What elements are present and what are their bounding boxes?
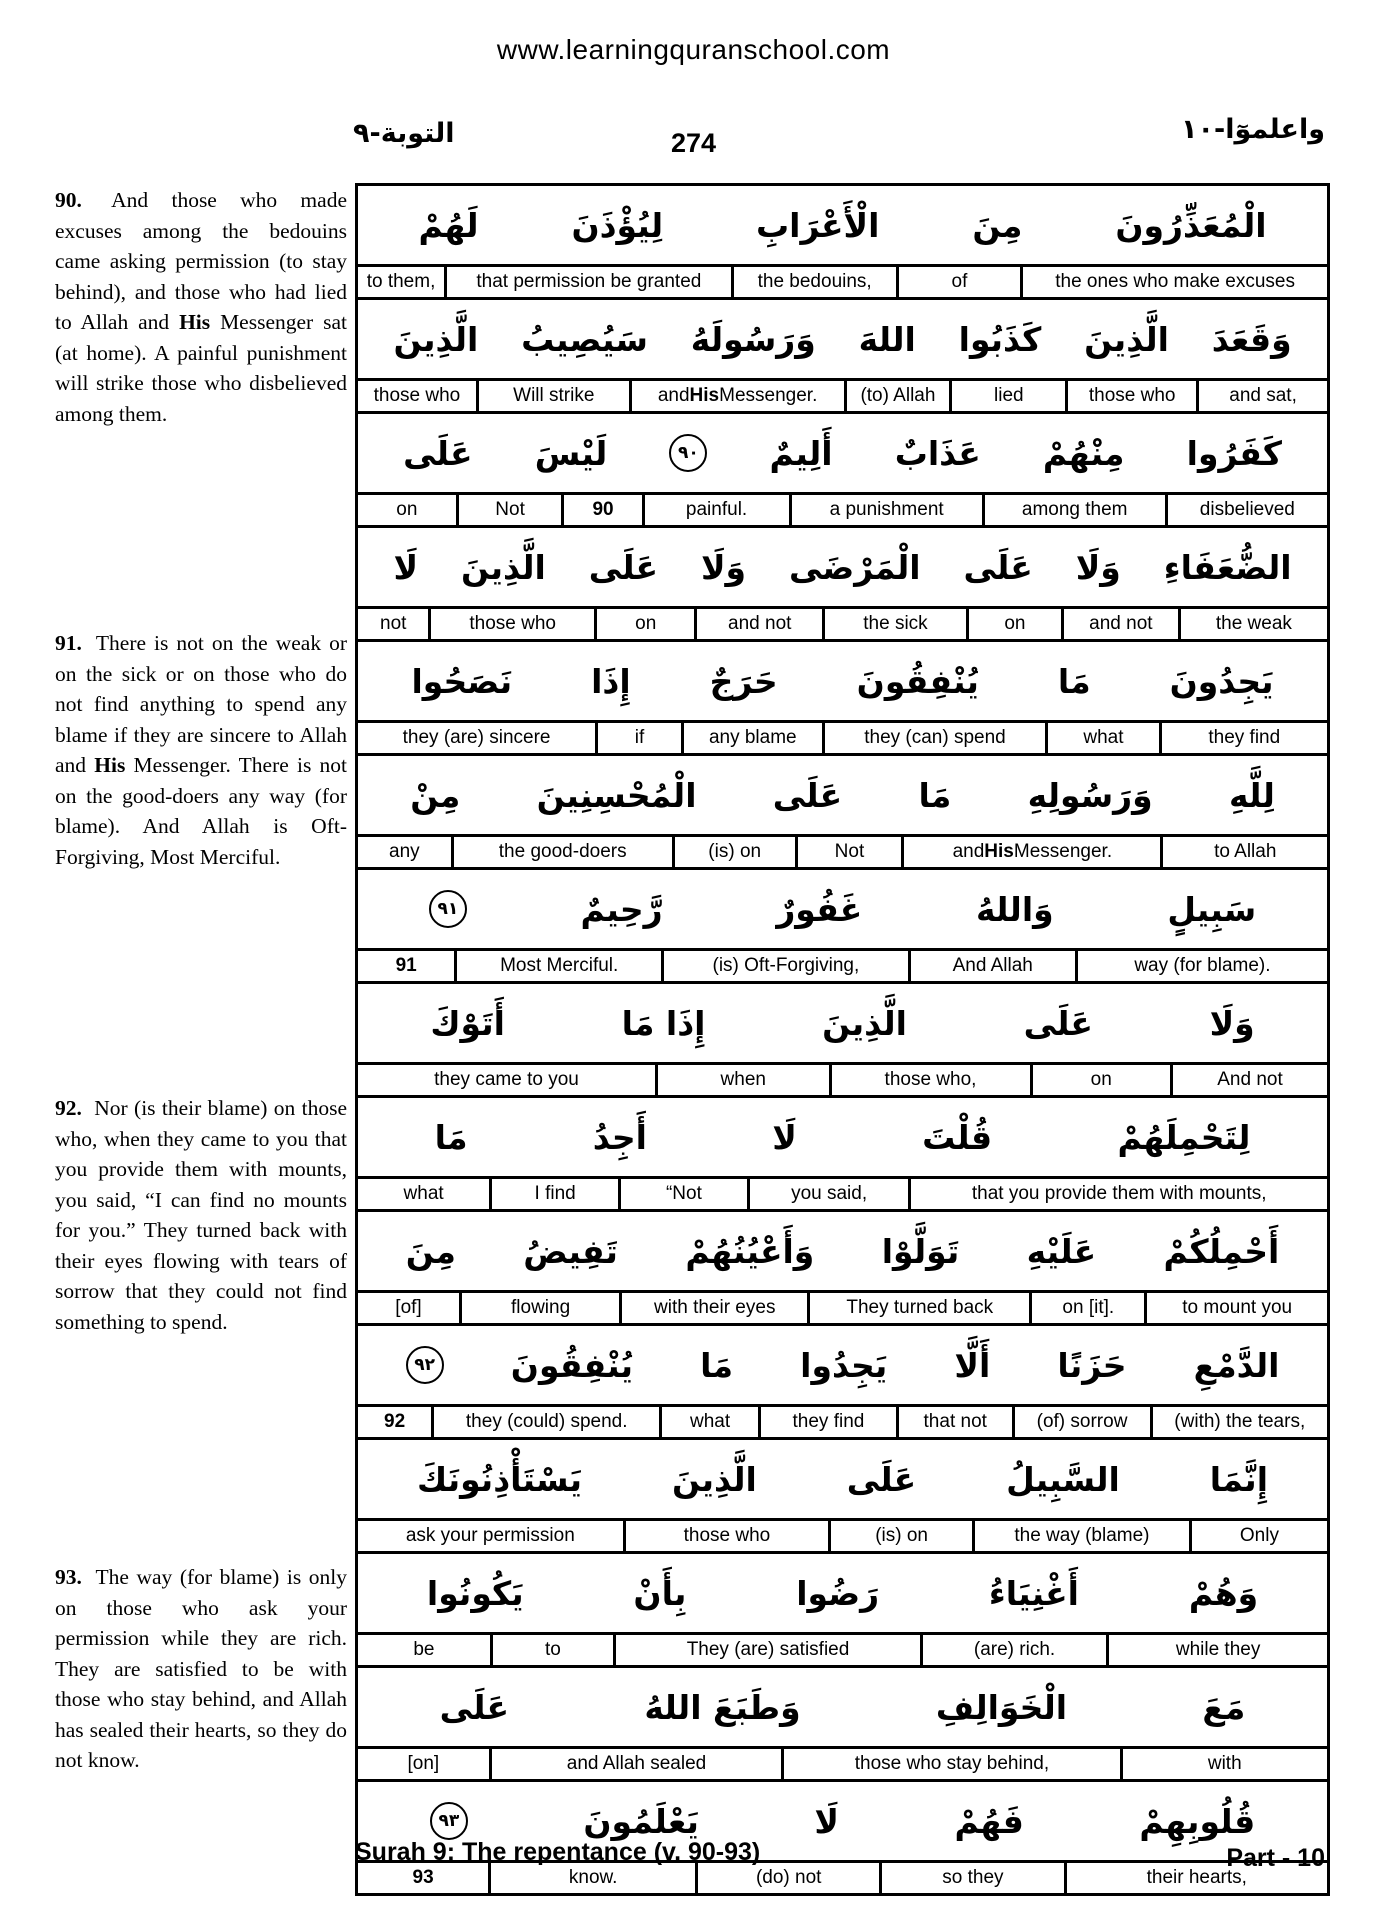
verse-number-cell: 92 [358, 1407, 434, 1437]
arabic-word: إِذَا مَا [621, 1003, 706, 1043]
verse-end-marker: ٩٠ [669, 434, 707, 472]
word-row-6 [358, 756, 1327, 870]
translation-line [358, 1062, 1327, 1098]
arabic-word: مَعَ [1202, 1687, 1246, 1727]
arabic-word: الَّذِينَ [1084, 319, 1169, 359]
word-row-14 [358, 1668, 1327, 1782]
translation-cell: flowing [462, 1293, 622, 1323]
arabic-word: تَوَلَّوْا [881, 1231, 960, 1271]
arabic-word: فَهُمْ [954, 1801, 1024, 1841]
translation-cell: and not [697, 609, 825, 639]
translation-cell: (are) rich. [923, 1635, 1109, 1665]
translation-cell: [on] [358, 1749, 492, 1779]
arabic-word: أَجِدُ [592, 1117, 647, 1157]
translation-cell: on [358, 495, 459, 525]
arabic-word: عَلَى [846, 1459, 917, 1499]
surah-footer-title: Surah 9: The repentance (v. 90-93) [355, 1838, 761, 1866]
translation-cell: any blame [684, 723, 825, 753]
translation-line [358, 948, 1327, 984]
translation-line [358, 606, 1327, 642]
arabic-word: مِنْهُمْ [1042, 433, 1125, 473]
arabic-word: الضُّعَفَاءِ [1163, 547, 1292, 587]
arabic-line [358, 984, 1327, 1062]
arabic-word: الَّذِينَ [822, 1003, 907, 1043]
translation-cell: those who [626, 1521, 832, 1551]
translation-cell: they (can) spend [825, 723, 1049, 753]
translation-cell: (is) on [675, 837, 798, 867]
translation-cell: Will strike [479, 381, 632, 411]
word-row-13 [358, 1554, 1327, 1668]
translation-cell: any [358, 837, 454, 867]
translation-cell: on [1033, 1065, 1174, 1095]
arabic-word: وَلَا [1209, 1003, 1255, 1043]
arabic-word: وَرَسُولَهُ [690, 319, 816, 359]
arabic-word: أَحْمِلُكُمْ [1163, 1231, 1280, 1271]
translation-cell: those who [1068, 381, 1199, 411]
translation-line [358, 1746, 1327, 1782]
arabic-word: بِأَنْ [633, 1573, 687, 1613]
translation-cell: They (are) satisfied [616, 1635, 923, 1665]
word-row-8 [358, 984, 1327, 1098]
arabic-word: سَيُصِيبُ [521, 319, 648, 359]
arabic-word: يُنْفِقُونَ [856, 661, 979, 701]
arabic-word: وَاللهُ [975, 889, 1054, 929]
translation-cell: to them, [358, 267, 447, 297]
arabic-word: لَا [772, 1117, 797, 1157]
translation-cell: And Allah [911, 951, 1078, 981]
arabic-word: الْمُعَذِّرُونَ [1115, 205, 1267, 245]
translation-cell: of [899, 267, 1024, 297]
translation-cell: know. [491, 1863, 698, 1893]
word-row-9 [358, 1098, 1327, 1212]
arabic-word: يَعْلَمُونَ [583, 1801, 699, 1841]
translation-cell: what [662, 1407, 761, 1437]
translation-cell: (do) not [698, 1863, 882, 1893]
translation-cell: those who [358, 381, 479, 411]
arabic-word: الَّذِينَ [393, 319, 479, 359]
translation-cell: to mount you [1182, 1297, 1293, 1318]
translation-cell: with [1207, 1753, 1242, 1774]
translation-line [358, 834, 1327, 870]
arabic-line [358, 870, 1327, 948]
translation-cell: Not [459, 495, 565, 525]
arabic-word: عَلَيْهِ [1026, 1231, 1097, 1271]
word-row-11 [358, 1326, 1327, 1440]
arabic-word: وَلَا [700, 547, 747, 587]
arabic-word: أَغْنِيَاءُ [988, 1573, 1079, 1613]
arabic-word: الْخَوَالِفِ [935, 1687, 1068, 1727]
arabic-word: الدَّمْعِ [1193, 1345, 1280, 1385]
arabic-word: وَلَا [1075, 547, 1121, 587]
arabic-word: سَبِيلٍ [1167, 889, 1257, 929]
word-row-1 [358, 186, 1327, 300]
arabic-word: مِنَ [405, 1231, 456, 1271]
arabic-line [358, 642, 1327, 720]
verse-end-marker: ٩٣ [430, 1802, 468, 1840]
arabic-word: الَّذِينَ [460, 547, 546, 587]
translation-cell: Only [1239, 1525, 1279, 1546]
translation-cell: what [358, 1179, 492, 1209]
arabic-word: الْأَعْرَابِ [756, 205, 880, 245]
arabic-word: السَّبِيلُ [1006, 1459, 1120, 1499]
arabic-word: كَذَبُوا [958, 319, 1042, 359]
translation-line [358, 1176, 1327, 1212]
translation-cell: to Allah [1214, 841, 1277, 862]
arabic-line [358, 414, 1327, 492]
translation-cell: be [358, 1635, 493, 1665]
arabic-word: رَضُوا [796, 1573, 880, 1613]
arabic-word: نَصَحُوا [411, 661, 513, 701]
translation-cell: and His Messenger. [632, 381, 847, 411]
translation-line [358, 264, 1327, 300]
translation-cell: that you provide them with mounts, [971, 1183, 1267, 1204]
arabic-word: مَا [918, 775, 952, 815]
translation-cell: when [658, 1065, 832, 1095]
verse-number-cell: 91 [358, 951, 457, 981]
arabic-word: عَلَى [963, 547, 1033, 587]
word-row-5 [358, 642, 1327, 756]
arabic-word: لَيْسَ [534, 433, 608, 473]
verse-translation-92: 92. Nor (is their blame) on those who, when they came to you that you provide them with mounts, you said, “I can find no mounts for you.” They turned back with their eyes flowing with tears of sorrow that they could not find something to spend. [55, 1096, 347, 1334]
translation-cell: way (for blame). [1134, 955, 1271, 976]
translation-cell: the ones who make excuses [1055, 271, 1295, 292]
translation-cell: (is) on [831, 1521, 975, 1551]
translation-cell: they came to you [358, 1065, 658, 1095]
arabic-word: لِيُؤْذَنَ [571, 205, 664, 245]
translation-cell: And not [1217, 1069, 1283, 1090]
translation-cell: and His Messenger. [904, 837, 1163, 867]
translation-cell: (with) the tears, [1174, 1411, 1306, 1432]
arabic-word: لِتَحْمِلَهُمْ [1117, 1117, 1251, 1157]
translation-cell: the good-doers [454, 837, 675, 867]
translation-cell: the sick [825, 609, 969, 639]
word-row-12 [358, 1440, 1327, 1554]
arabic-word: عَلَى [439, 1687, 510, 1727]
translation-cell: they (could) spend. [434, 1407, 662, 1437]
arabic-word: لِلَّهِ [1228, 775, 1275, 815]
arabic-word: يَجِدُونَ [1169, 661, 1274, 701]
arabic-word: يَكُونُوا [426, 1573, 524, 1613]
arabic-word: وَأَعْيُنُهُمْ [685, 1231, 815, 1271]
verse-number-cell: 90 [564, 495, 644, 525]
translation-cell: they find [761, 1407, 899, 1437]
arabic-word: يَسْتَأْذِنُونَكَ [417, 1459, 582, 1499]
translation-line [358, 1290, 1327, 1326]
arabic-word: الْمَرْضَى [788, 547, 921, 587]
translation-cell: those who stay behind, [784, 1749, 1122, 1779]
arabic-word: وَرَسُولِهِ [1027, 775, 1153, 815]
surah-name-arabic: التوبة-٩ [353, 118, 455, 149]
translation-line [358, 1518, 1327, 1554]
arabic-word: غَفُورٌ [776, 889, 863, 929]
arabic-word: أَلِيمٌ [769, 433, 833, 473]
word-row-3 [358, 414, 1327, 528]
translation-cell: and sat, [1229, 385, 1297, 406]
translation-cell: among them [985, 495, 1168, 525]
arabic-line [358, 528, 1327, 606]
translation-cell: a punishment [792, 495, 985, 525]
arabic-word: إِنَّمَا [1209, 1459, 1269, 1499]
word-row-2 [358, 300, 1327, 414]
arabic-line [358, 1668, 1327, 1746]
translation-cell: (to) Allah [847, 381, 953, 411]
translation-cell: the weak [1215, 613, 1292, 634]
translation-line [358, 1404, 1327, 1440]
arabic-word: تَفِيضُ [523, 1231, 618, 1271]
translation-cell: not [358, 609, 431, 639]
word-row-4 [358, 528, 1327, 642]
arabic-word: عَذَابٌ [894, 433, 981, 473]
arabic-word: وَطَبَعَ اللهُ [644, 1687, 801, 1727]
translation-cell: on [969, 609, 1064, 639]
arabic-word: عَلَى [403, 433, 473, 473]
verse-end-marker: ٩٢ [406, 1346, 444, 1384]
translation-cell: that permission be granted [447, 267, 734, 297]
arabic-word: مَا [434, 1117, 468, 1157]
arabic-line [358, 1098, 1327, 1176]
verse-end-marker: ٩١ [429, 890, 467, 928]
translation-cell: what [1048, 723, 1161, 753]
arabic-line [358, 1326, 1327, 1404]
arabic-word: حَزَنًا [1057, 1345, 1127, 1385]
arabic-word: وَهُمْ [1188, 1573, 1259, 1613]
translation-cell: with their eyes [622, 1293, 810, 1323]
arabic-word: قُلْتَ [922, 1117, 993, 1157]
arabic-line [358, 186, 1327, 264]
translation-cell: on [it]. [1032, 1293, 1147, 1323]
arabic-word: الَّذِينَ [671, 1459, 757, 1499]
translation-cell: so they [882, 1863, 1066, 1893]
translation-cell: Not [798, 837, 905, 867]
translation-cell: you said, [750, 1179, 912, 1209]
arabic-word: مِنَ [972, 205, 1023, 245]
arabic-word: إِذَا [591, 661, 631, 701]
part-label: Part - 10 [1226, 1844, 1325, 1872]
arabic-line [358, 300, 1327, 378]
word-table [355, 183, 1330, 1896]
arabic-word: مَا [1057, 661, 1091, 701]
verse-translation-93: 93. The way (for blame) is only on those who ask your permission while they are rich. They are satisfied to be with those who stay behind, and Allah has sealed their hearts, so they do not know. [55, 1565, 348, 1773]
translation-cell: those who [431, 609, 597, 639]
arabic-word: الْمُحْسِنِينَ [536, 775, 697, 815]
translation-cell: those who, [832, 1065, 1033, 1095]
translation-cell: ask your permission [358, 1521, 626, 1551]
translation-cell: painful. [645, 495, 792, 525]
arabic-word: اللهَ [858, 319, 916, 359]
translation-cell: if [598, 723, 684, 753]
page-number: 274 [670, 128, 717, 158]
translation-cell: and Allah sealed [492, 1749, 785, 1779]
arabic-line [358, 1440, 1327, 1518]
arabic-word: وَقَعَدَ [1211, 319, 1292, 359]
arabic-word: حَرَجٌ [709, 661, 778, 701]
arabic-word: قُلُوبِهِمْ [1139, 1801, 1256, 1841]
arabic-line [358, 1554, 1327, 1632]
translation-cell: disbelieved [1199, 499, 1295, 520]
arabic-word: كَفَرُوا [1186, 433, 1282, 473]
translation-cell: Most Merciful. [457, 951, 664, 981]
word-row-10 [358, 1212, 1327, 1326]
translation-cell: the bedouins, [734, 267, 899, 297]
arabic-word: يُنْفِقُونَ [510, 1345, 634, 1385]
translation-line [358, 720, 1327, 756]
arabic-word: عَلَى [1023, 1003, 1093, 1043]
arabic-word: لَهُمْ [418, 205, 479, 245]
translation-cell: They turned back [810, 1293, 1032, 1323]
translation-cell: on [597, 609, 698, 639]
arabic-word: يَجِدُوا [800, 1345, 888, 1385]
arabic-word: عَلَى [772, 775, 843, 815]
translation-cell: (is) Oft-Forgiving, [664, 951, 911, 981]
arabic-line [358, 1212, 1327, 1290]
juz-name-arabic: واعلموٓا-١٠ [1181, 114, 1325, 145]
translation-cell: I find [492, 1179, 621, 1209]
translation-line [358, 378, 1327, 414]
arabic-word: رَّحِيمٌ [580, 889, 663, 929]
translation-line [358, 1632, 1327, 1668]
translation-cell: while they [1175, 1639, 1261, 1660]
arabic-word: مَا [700, 1345, 733, 1385]
website-url: www.learningquranschool.com [496, 34, 891, 65]
word-row-7 [358, 870, 1327, 984]
translation-cell: they find [1208, 727, 1281, 748]
translation-cell: lied [952, 381, 1068, 411]
translation-cell: (of) sorrow [1015, 1407, 1153, 1437]
arabic-word: أَتَوْكَ [430, 1003, 505, 1043]
translation-cell: “Not [621, 1179, 750, 1209]
arabic-word: أَلَّا [954, 1345, 991, 1385]
translation-cell: to [493, 1635, 616, 1665]
arabic-line [358, 756, 1327, 834]
translation-line [358, 492, 1327, 528]
translation-cell: that not [899, 1407, 1015, 1437]
verse-number-cell: 93 [358, 1863, 491, 1893]
translation-cell: and not [1064, 609, 1181, 639]
translation-cell: the way (blame) [975, 1521, 1192, 1551]
translation-cell: [of] [358, 1293, 462, 1323]
verse-translation-90: 90. And those who made excuses among the bedouins came asking permission (to stay behind), and those who had lied to Allah and His Messenger sat (at home). A painful punishment will strike those who disbelieved among them. [55, 188, 347, 426]
verse-translation-91: 91. There is not on the weak or on the sick or on those who do not find anything to spend any blame if they are sincere to Allah and His Messenger. There is not on the good-doers any way (for blame). And Allah is Oft- Forgiving, Most Merciful. [55, 631, 348, 869]
arabic-word: عَلَى [588, 547, 659, 587]
arabic-word: لَا [814, 1801, 839, 1841]
translation-cell: their hearts, [1146, 1867, 1247, 1888]
arabic-word: لَا [393, 547, 419, 587]
translation-cell: they (are) sincere [358, 723, 598, 753]
arabic-word: مِنْ [410, 775, 461, 815]
